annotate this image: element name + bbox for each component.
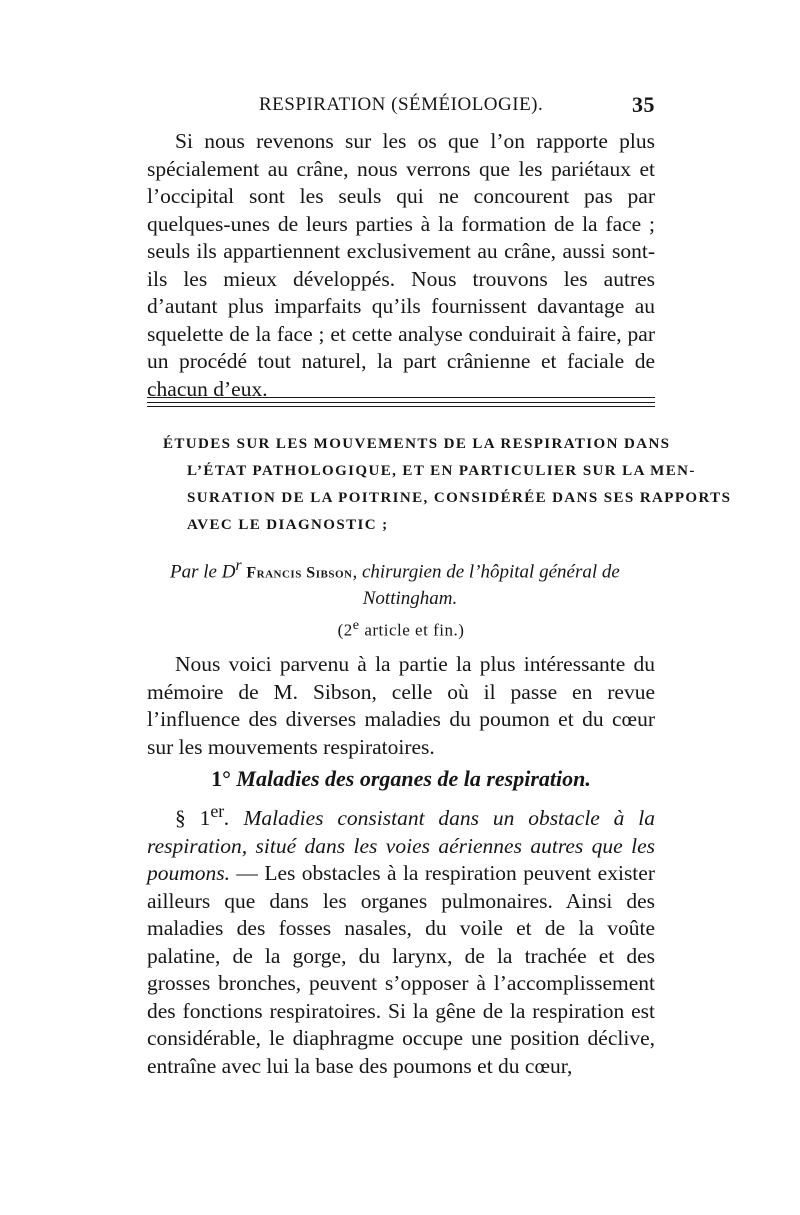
paragraph-3 [147, 798, 655, 1080]
note-sup: e [352, 617, 360, 633]
running-head [147, 94, 655, 120]
article-byline [170, 553, 650, 612]
byline-affiliation: , chirurgien de l’hôpital général de [352, 561, 620, 583]
byline-location: Nottingham. [362, 588, 458, 610]
note-close: article et fin.) [359, 620, 465, 640]
section-divider-bottom [147, 406, 655, 407]
article-title-line: AVEC LE DIAGNOSTIC ; [187, 517, 389, 533]
article-title [147, 431, 732, 539]
running-head-title: RESPIRATION (SÉMÉIOLOGIE). [259, 94, 544, 115]
section-title: Maladies des organes de la respiration. [236, 766, 591, 791]
article-title-line: SURATION DE LA POITRINE, CONSIDÉRÉE DANS SES RAPPORTS [187, 490, 732, 506]
paragraph-2: Nous voici parvenu à la partie la plus intéressante du mémoire de M. Sibson, celle où il passe en revue l’influence des diverses maladies du poumon et du cœur sur les mouvements respiratoires. [147, 652, 655, 759]
article-note [147, 617, 655, 641]
section-number: 1° [211, 766, 231, 791]
byline-sup: r [235, 557, 242, 574]
subsection-title: . Maladies consistant dans un obstacle à la respiration, situé dans les voies aériennes autres que les poumons. [147, 806, 655, 886]
byline-prefix: Par le D [170, 561, 236, 583]
note-open: (2 [337, 620, 353, 640]
section-divider-top [147, 397, 655, 398]
article-title-line: ÉTUDES SUR LES MOUVEMENTS DE LA RESPIRATION DANS [163, 436, 671, 452]
subsection-mark: § 1 [175, 806, 211, 831]
subsection-mark-sup: er [210, 801, 225, 821]
section-heading [147, 766, 655, 792]
section-divider-middle [147, 402, 655, 403]
page-number: 35 [632, 92, 655, 117]
paragraph-1: Si nous revenons sur les os que l’on rapporte plus spécialement au crâne, nous verrons que les pariétaux et l’occipital sont les seuls qui ne concourent pas par quelques-unes de leurs parties à la formation de la face ; seuls ils appartiennent exclusivement au crâne, aussi sont-ils les mieux développés. Nous trouvons les autres d’autant plus imparfaits qu’ils fournissent davantage au squelette de la face ; et cette analyse conduirait à faire, par un procédé tout naturel, la part crânienne et faciale de chacun d’eux. [147, 129, 655, 401]
paragraph-3-text: — Les obstacles à la respiration peuvent exister ailleurs que dans les organes pulmonaires. Ainsi des maladies des fosses nasales, du voile et de la voûte palatine, de la gorge, du larynx, de la trachée et des grosses bronches, peuvent s’opposer à l’accomplissement des fonctions respiratoires. Si la gêne de la respiration est considérable, le diaphragme occupe une position déclive, entraîne avec lui la base des poumons et du cœur, [147, 861, 655, 1078]
article-title-line: L’ÉTAT PATHOLOGIQUE, ET EN PARTICULIER SUR LA MEN- [187, 463, 696, 479]
author-name: Francis Sibson [246, 564, 353, 582]
